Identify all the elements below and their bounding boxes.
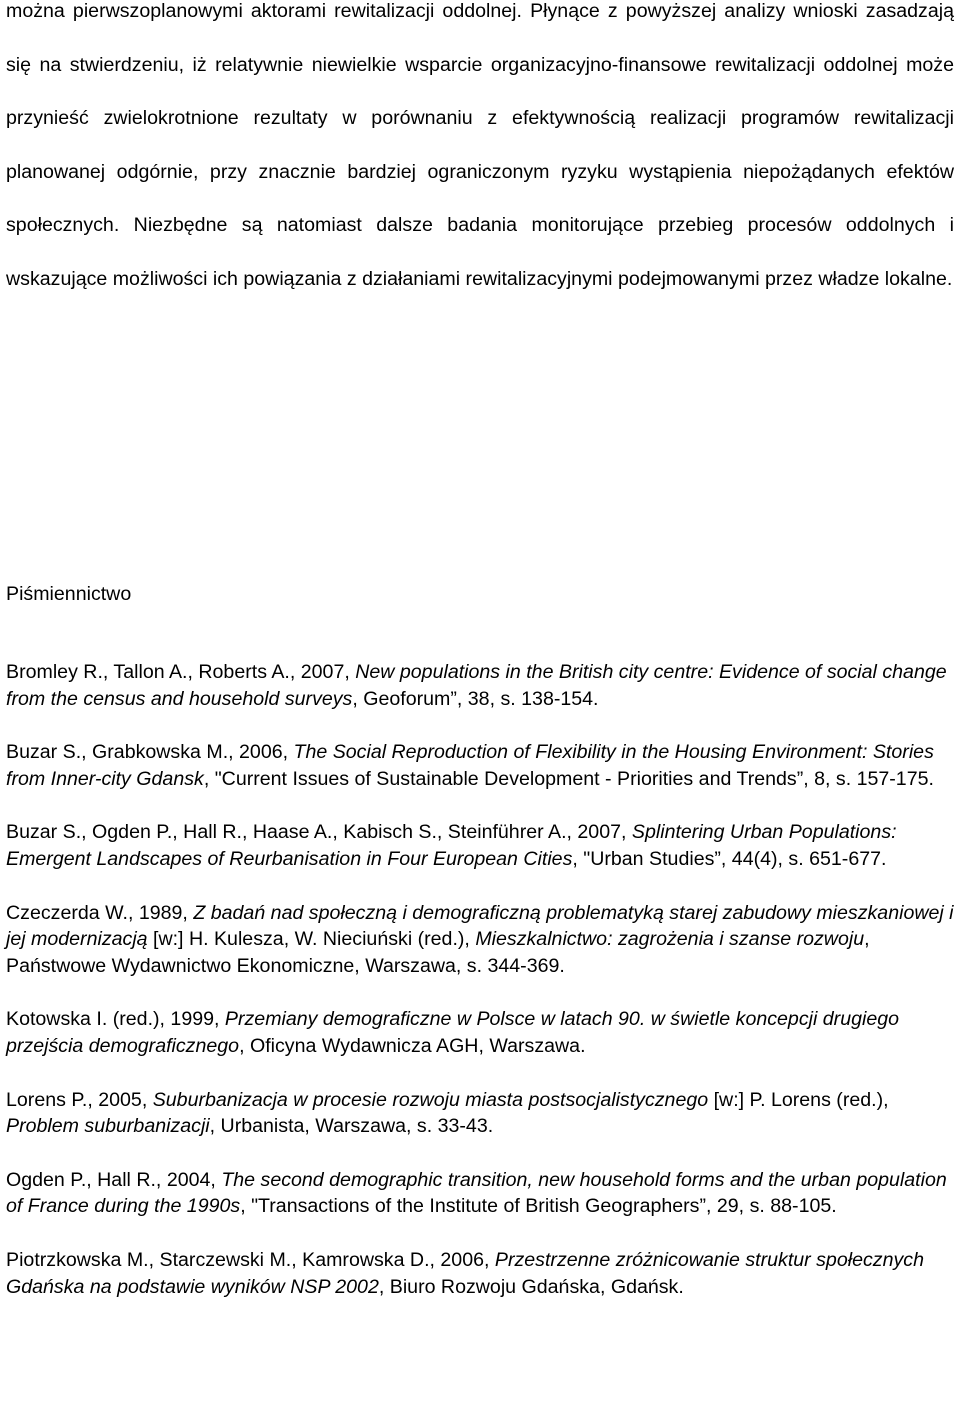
document-page (6, 0, 954, 1298)
reference-title: The Social Reproduction of Flexibility in the Housing Environment: Stories from Inner-city Gdansk (6, 741, 934, 790)
reference-entry: Piotrzkowska M., Starczewski M., Kamrowska D., 2006, Przestrzenne zróżnicowanie struktur społecznych Gdańska na podstawie wyników NSP 2002, Biuro Rozwoju Gdańska, Gdańsk. (6, 1248, 924, 1298)
reference-entry: Buzar S., Ogden P., Hall R., Haase A., Kabisch S., Steinführer A., 2007, Splintering Urban Populations: Emergent Landscapes of Reurbanisation in Four European Cities, "Urban Studies”, 44(4), s. 651-677. (6, 821, 897, 870)
reference-entry: Buzar S., Grabkowska M., 2006, The Social Reproduction of Flexibility in the Housing Environment: Stories from Inner-city Gdansk, "Current Issues of Sustainable Development - Priorities and Trends”, 8, s. 157-175. (6, 741, 934, 790)
reference-entry: Lorens P., 2005, Suburbanizacja w procesie rozwoju miasta postsocjalistycznego [w:] P. Lorens (red.), Problem suburbanizacji, Urbanista, Warszawa, s. 33-43. (6, 1088, 889, 1138)
reference-book-title: Problem suburbanizacji (6, 1115, 210, 1138)
reference-book-title: Mieszkalnictwo: zagrożenia i szanse rozwoju (475, 928, 865, 951)
reference-entry: Kotowska I. (red.), 1999, Przemiany demograficzne w Polsce w latach 90. w świetle koncepcji drugiego przejścia demograficznego, Oficyna Wydawnicza AGH, Warszawa. (6, 1008, 900, 1057)
bibliography-list (6, 659, 954, 1327)
reference-title: The second demographic transition, new household forms and the urban population of France during the 1990s (6, 1168, 947, 1218)
reference-title: New populations in the British city centre: Evidence of social change from the census and household surveys (6, 661, 947, 710)
reference-title: Przestrzenne zróżnicowanie struktur społecznych Gdańska na podstawie wyników NSP 2002 (6, 1248, 924, 1298)
reference-entry: Ogden P., Hall R., 2004, The second demographic transition, new household forms and the urban population of France during the 1990s, "Transactions of the Institute of British Geographers”, 29, s. 88-105. (6, 1168, 947, 1218)
bibliography-heading: Piśmiennictwo (6, 583, 132, 605)
reference-title: Z badań nad społeczną i demograficzną problematyką starej zabudowy mieszkaniowej i jej modernizacją (6, 901, 954, 951)
body-paragraph: można pierwszoplanowymi aktorami rewitalizacji oddolnej. Płynące z powyższej analizy wnioski zasadzają się na stwierdzeniu, iż relatywnie niewielkie wsparcie organizacyjno-finansowe rewitalizacji oddolnej może przynieść zwielokrotnione rezultaty w porównaniu z efektywnością realizacji programów rewitalizacji planowanej odgórnie, przy znacznie bardziej ograniczonym ryzyku wystąpienia niepożądanych efektów społecznych. Niezbędne są natomiast dalsze badania monitorujące przebieg procesów oddolnych i wskazujące możliwości ich powiązania z działaniami rewitalizacyjnymi podejmowanymi przez władze lokalne. (6, 0, 954, 290)
reference-title: Splintering Urban Populations: Emergent Landscapes of Reurbanisation in Four European Cities (6, 821, 897, 870)
reference-title: Przemiany demograficzne w Polsce w latach 90. w świetle koncepcji drugiego przejścia demograficznego (6, 1008, 900, 1057)
reference-entry: Czeczerda W., 1989, Z badań nad społeczną i demograficzną problematyką starej zabudowy mieszkaniowej i jej modernizacją [w:] H. Kulesza, W. Nieciuński (red.), Mieszkalnictwo: zagrożenia i szanse rozwoju, Państwowe Wydawnictwo Ekonomiczne, Warszawa, s. 344-369. (6, 901, 954, 977)
reference-title: Suburbanizacja w procesie rozwoju miasta postsocjalistycznego (152, 1088, 709, 1111)
reference-entry: Bromley R., Tallon A., Roberts A., 2007, New populations in the British city centre: Evidence of social change from the census and household surveys, Geoforum”, 38, s. 138-154. (6, 661, 947, 710)
